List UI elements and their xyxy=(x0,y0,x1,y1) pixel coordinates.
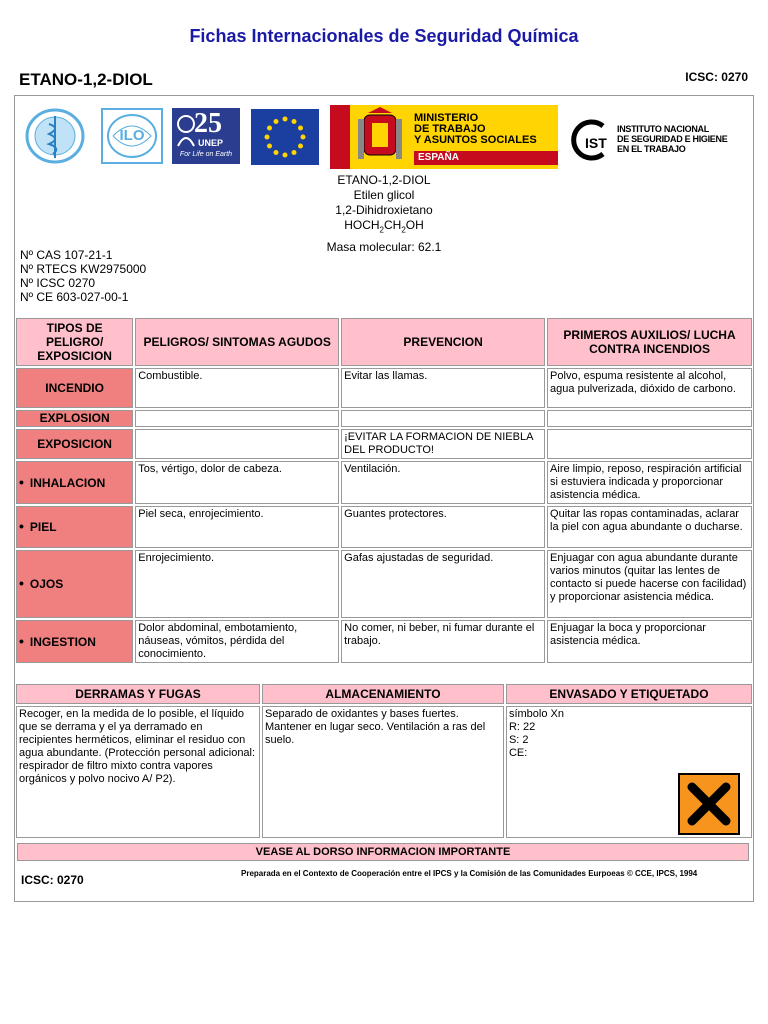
ministry-line-3: Y ASUNTOS SOCIALES xyxy=(414,134,537,146)
icsc-number: ICSC: 0270 xyxy=(685,70,748,84)
symbol-label: símbolo Xn xyxy=(508,708,564,720)
ministry-line-4: ESPAÑA xyxy=(414,151,558,165)
row-type-explosion: EXPLOSION xyxy=(16,410,133,427)
table-row xyxy=(16,429,752,459)
cell-peligros: Enrojecimiento. xyxy=(135,550,339,618)
unep-number: 25 xyxy=(194,108,222,139)
ministry-line-2: DE TRABAJO xyxy=(414,123,486,135)
r-phrase: R: 22 xyxy=(508,721,536,733)
cell-auxilios: Aire limpio, reposo, respiración artificial si estuviera indicada y proporcionar asistencia médica. xyxy=(547,461,752,504)
cell-peligros: Dolor abdominal, embotamiento, náuseas, vómitos, pérdida del conocimiento. xyxy=(135,620,339,663)
cell-prevencion: Ventilación. xyxy=(341,461,545,504)
insht-line-1: INSTITUTO NACIONAL xyxy=(617,124,709,134)
table-row xyxy=(16,620,752,663)
row-type-ingestion: • INGESTION xyxy=(16,620,133,663)
almacenamiento-text: Separado de oxidantes y bases fuertes. Mantener en lugar seco. Ventilación a ras del suelo. xyxy=(262,706,504,838)
table-row xyxy=(16,368,752,408)
safety-sheet xyxy=(14,95,754,902)
cell-auxilios xyxy=(547,410,752,427)
registry-numbers xyxy=(20,248,146,304)
cell-peligros: Combustible. xyxy=(135,368,339,408)
cell-prevencion: ¡EVITAR LA FORMACION DE NIEBLA DEL PRODUCTO! xyxy=(341,429,545,459)
cell-prevencion: Gafas ajustadas de seguridad. xyxy=(341,550,545,618)
cell-prevencion: No comer, ni beber, ni fumar durante el trabajo. xyxy=(341,620,545,663)
header-tipos: TIPOS DE PELIGRO/ EXPOSICION xyxy=(16,318,133,366)
cell-peligros xyxy=(135,429,339,459)
derrames-text: Recoger, en la medida de lo posible, el líquido que se derrama y el ya derramado en recipientes herméticos, eliminar el residuo con agua abundante. (Protección personal adicional: respirador de filtro mixto contra vapores orgánicos y polvo nocivo A/ P2). xyxy=(16,706,260,838)
ilo-text: ILO xyxy=(119,127,145,144)
synonym-1: Etilen glicol xyxy=(353,188,415,202)
important-notice: VEASE AL DORSO INFORMACION IMPORTANTE xyxy=(17,843,749,861)
header-almacenamiento: ALMACENAMIENTO xyxy=(262,684,504,704)
cell-auxilios: Quitar las ropas contaminadas, aclarar la piel con agua abundante o ducharse. xyxy=(547,506,752,548)
unep-tagline: For Life on Earth xyxy=(179,151,233,158)
ilo-logo-icon xyxy=(101,108,163,164)
row-type-piel: • PIEL xyxy=(16,506,133,548)
header-derrames: DERRAMAS Y FUGAS xyxy=(16,684,260,704)
cell-prevencion: Guantes protectores. xyxy=(341,506,545,548)
unep-logo-icon xyxy=(172,108,240,164)
cell-prevencion: Evitar las llamas. xyxy=(341,368,545,408)
insht-line-2: DE SEGURIDAD E HIGIENE xyxy=(617,134,728,144)
header-auxilios: PRIMEROS AUXILIOS/ LUCHA CONTRA INCENDIOS xyxy=(547,318,752,366)
chemical-formula: $HOCH_2CH_2OH$ xyxy=(344,218,424,235)
identity-block xyxy=(15,173,753,255)
eu-flag-icon xyxy=(251,109,319,165)
cell-peligros: Piel seca, enrojecimiento. xyxy=(135,506,339,548)
row-type-incendio: INCENDIO xyxy=(16,368,133,408)
cell-auxilios xyxy=(547,429,752,459)
rtecs-number: Nº RTECS KW2975000 xyxy=(20,262,147,276)
cell-auxilios: Enjuagar la boca y proporcionar asistencia médica. xyxy=(547,620,752,663)
spain-ministry-logo-icon xyxy=(330,105,558,169)
header-envasado: ENVASADO Y ETIQUETADO xyxy=(506,684,752,704)
header-peligros: PELIGROS/ SINTOMAS AGUDOS xyxy=(135,318,339,366)
icsc-reg-number: Nº ICSC 0270 xyxy=(20,276,96,290)
harmful-xn-icon xyxy=(678,773,740,835)
insht-logo-icon xyxy=(569,118,749,162)
compound-name: ETANO-1,2-DIOL xyxy=(19,70,153,89)
hazard-table xyxy=(14,316,754,665)
table-row xyxy=(16,506,752,548)
table-row xyxy=(16,410,752,427)
insht-line-3: EN EL TRABAJO xyxy=(617,144,686,154)
table-row xyxy=(16,550,752,618)
s-phrase: S: 2 xyxy=(508,734,529,746)
chemical-name: ETANO-1,2-DIOL xyxy=(337,173,431,187)
row-type-exposicion: EXPOSICION xyxy=(16,429,133,459)
page-title: Fichas Internacionales de Seguridad Química xyxy=(189,26,579,46)
cell-auxilios: Enjuagar con agua abundante durante varios minutos (quitar las lentes de contacto si puede hacerse con facilidad) y proporcionar asistencia médica. xyxy=(547,550,752,618)
prepared-note: Preparada en el Contexto de Cooperación entre el IPCS y la Comisión de las Comunidades Eurpoeas © CCE, IPCS, 1994 xyxy=(241,869,698,878)
cell-auxilios: Polvo, espuma resistente al alcohol, agua pulverizada, dióxido de carbono. xyxy=(547,368,752,408)
header-prevencion: PREVENCION xyxy=(341,318,545,366)
who-logo-icon xyxy=(23,106,87,166)
table-row xyxy=(16,461,752,504)
ce-number: Nº CE 603-027-00-1 xyxy=(20,290,129,304)
svg-text:IST: IST xyxy=(585,135,607,151)
cell-peligros: Tos, vértigo, dolor de cabeza. xyxy=(135,461,339,504)
ministry-line-1: MINISTERIO xyxy=(414,112,479,124)
cas-number: Nº CAS 107-21-1 xyxy=(20,248,113,262)
unep-text: UNEP xyxy=(198,138,224,148)
ce-label: CE: xyxy=(508,747,528,759)
footer-icsc: ICSC: 0270 xyxy=(21,873,84,887)
sections-table xyxy=(14,682,754,840)
row-type-ojos: • OJOS xyxy=(16,550,133,618)
row-type-inhalacion: • INHALACION xyxy=(16,461,133,504)
cell-peligros xyxy=(135,410,339,427)
molar-mass: Masa molecular: 62.1 xyxy=(326,240,442,255)
synonym-2: 1,2-Dihidroxietano xyxy=(335,203,433,217)
cell-prevencion xyxy=(341,410,545,427)
